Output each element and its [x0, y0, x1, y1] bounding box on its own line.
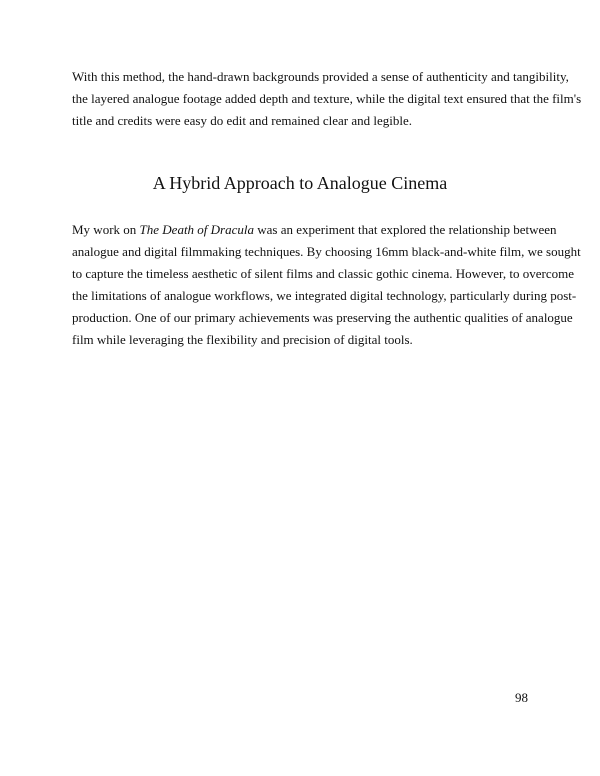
- text-line: With this method, the hand-drawn backgrounds provided a sense of authenticity and tangibility,: [72, 69, 569, 84]
- text-line: film while leveraging the flexibility and precision of digital tools.: [72, 332, 413, 347]
- text-line: title and credits were easy do edit and remained clear and legible.: [72, 113, 413, 128]
- page-number: 98: [515, 690, 528, 705]
- text-line: analogue and digital filmmaking techniques. By choosing 16mm black-and-white film, we sought: [72, 244, 581, 259]
- text-line: production. One of our primary achievements was preserving the authentic qualities of analogue: [72, 310, 573, 325]
- section-heading: A Hybrid Approach to Analogue Cinema: [152, 173, 448, 193]
- film-title: The Death of Dracula: [139, 222, 254, 237]
- text-line: to capture the timeless aesthetic of silent films and classic gothic cinema. However, to overcome: [72, 266, 574, 281]
- text-run: was an experiment that explored the relationship between: [254, 222, 557, 237]
- text-line: [72, 222, 557, 238]
- text-line: the layered analogue footage added depth and texture, while the digital text ensured that the film's: [72, 91, 582, 106]
- text-line: the limitations of analogue workflows, we integrated digital technology, particularly during post-: [72, 288, 577, 303]
- text-run: My work on: [72, 222, 140, 237]
